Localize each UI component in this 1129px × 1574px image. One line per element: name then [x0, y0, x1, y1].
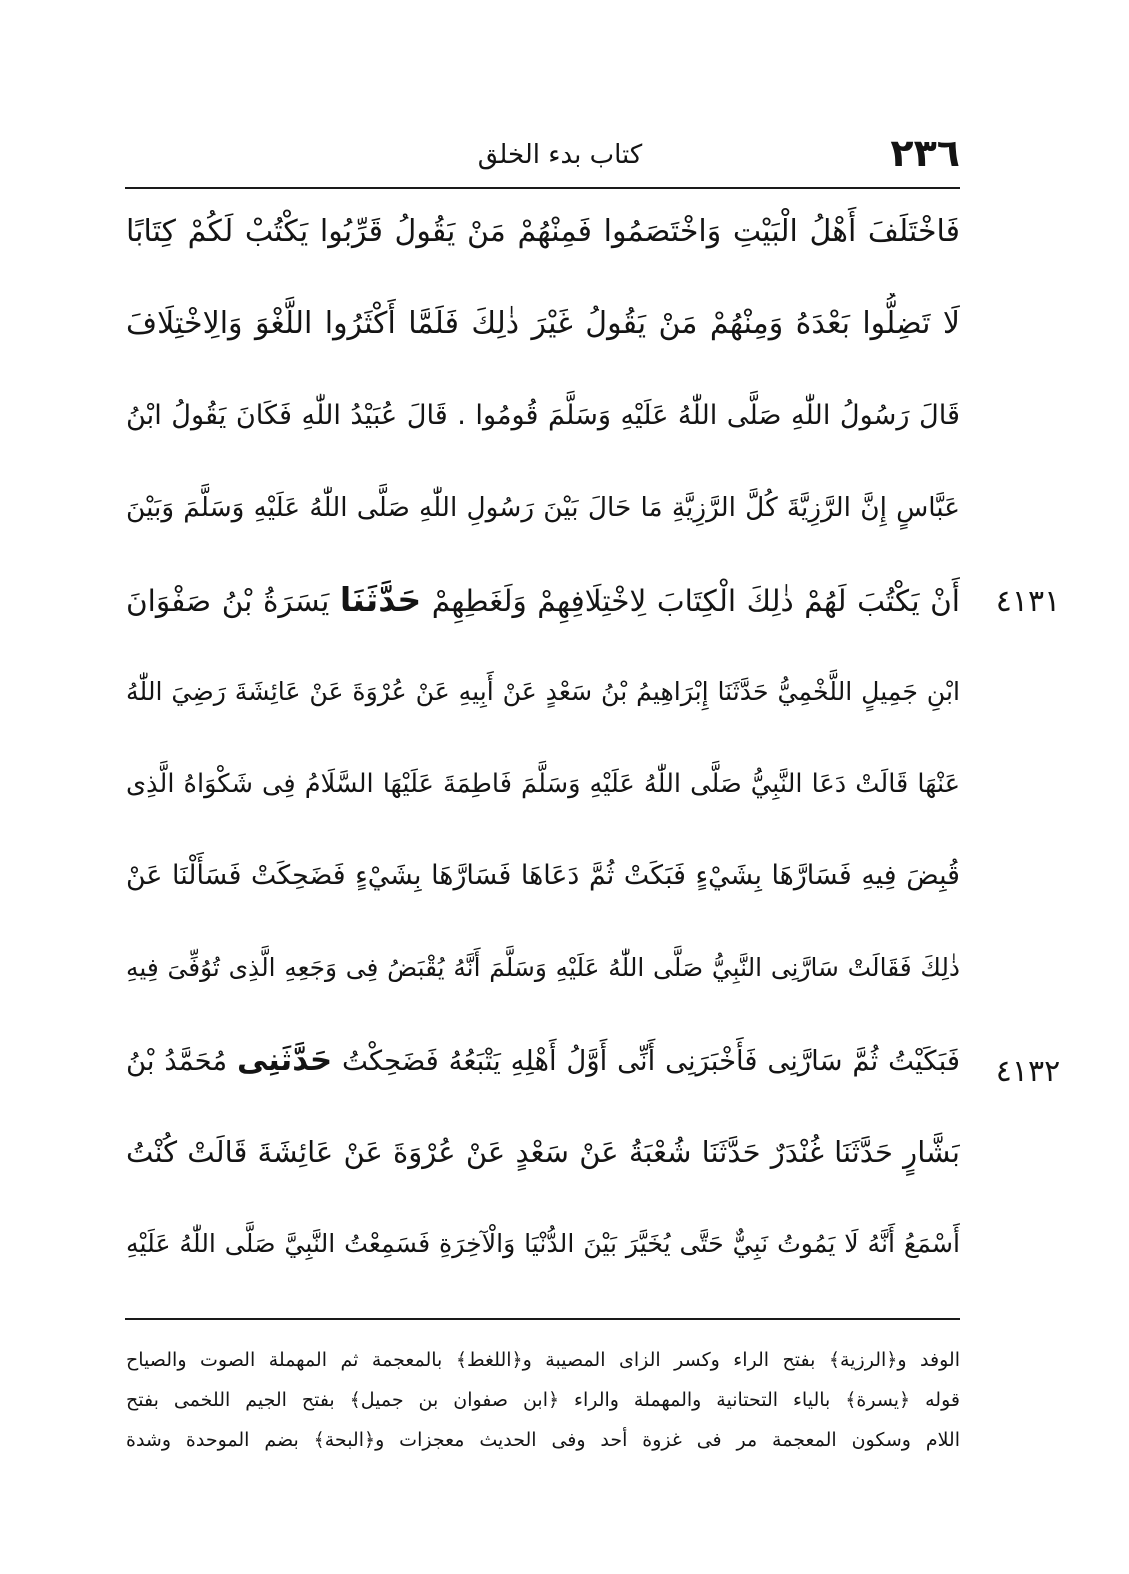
text-segment: فَاخْتَلَفَ أَهْلُ الْبَيْتِ وَاخْتَصَمُوا فَمِنْهُمْ مَنْ يَقُولُ قَرِّبُوا يَكْتُبْ لَكُمْ كِتَابًا — [126, 214, 960, 249]
text-line — [125, 937, 960, 999]
footnote-line — [125, 1421, 960, 1459]
text-segment: ذٰلِكَ فَقَالَتْ سَارَّنِى النَّبِيُّ صَلَّى اللّٰهُ عَلَيْهِ وَسَلَّمَ أَنَّهُ يُقْبَضُ فِى وَجَعِهِ الَّذِى تُوُفِّىَ فِيهِ — [126, 953, 960, 982]
text-segment: قَالَ رَسُولُ اللّٰهِ صَلَّى اللّٰهُ عَلَيْهِ وَسَلَّمَ قُومُوا . قَالَ عُبَيْدُ اللّٰهِ فَكَانَ يَقُولُ ابْنُ — [126, 400, 960, 431]
hadith-number: ٤١٣١ — [995, 584, 1061, 619]
running-title: كتاب بدء الخلق — [477, 140, 643, 170]
hadith-number: ٤١٣٢ — [995, 1054, 1061, 1089]
text-segment: ابْنِ جَمِيلٍ اللَّخْمِيُّ حَدَّثَنَا إِبْرَاهِيمُ بْنُ سَعْدٍ عَنْ أَبِيهِ عَنْ عُرْوَةَ عَنْ عَائِشَةَ رَضِيَ اللّٰهُ — [126, 677, 960, 706]
text-segment: عَنْهَا قَالَتْ دَعَا النَّبِيُّ صَلَّى اللّٰهُ عَلَيْهِ وَسَلَّمَ فَاطِمَةَ عَلَيْهَا السَّلَامُ فِى شَكْوَاهُ الَّذِى — [126, 769, 960, 799]
text-segment: لَا تَضِلُّوا بَعْدَهُ وَمِنْهُمْ مَنْ يَقُولُ غَيْرَ ذٰلِكَ فَلَمَّا أَكْثَرُوا اللَّغْوَ وَالِاخْتِلَافَ — [126, 306, 960, 341]
text-line — [125, 753, 960, 815]
text-segment: قُبِضَ فِيهِ فَسَارَّهَا بِشَيْءٍ فَبَكَتْ ثُمَّ دَعَاهَا فَسَارَّهَا بِشَيْءٍ فَضَحِكَتْ فَسَأَلْنَا عَنْ — [126, 860, 960, 891]
text-line — [125, 293, 960, 355]
text-segment: بَشَّارٍ حَدَّثَنَا غُنْدَرٌ حَدَّثَنَا شُعْبَةُ عَنْ سَعْدٍ عَنْ عُرْوَةَ عَنْ عَائِشَةَ قَالَتْ كُنْتُ — [126, 1135, 960, 1169]
footnote-text: قوله ﴿يسرة﴾ بالياء التحتانية والمهملة والراء ﴿ابن صفوان بن جميل﴾ بفتح الجيم اللخمى بفتح — [126, 1389, 960, 1411]
text-segment: مُحَمَّدُ بْنُ — [126, 1045, 228, 1077]
text-segment: أَنْ يَكْتُبَ لَهُمْ ذٰلِكَ الْكِتَابَ لِاخْتِلَافِهِمْ وَلَغَطِهِمْ — [431, 584, 960, 618]
page-number: ٢٣٦ — [890, 131, 960, 175]
text-line — [125, 201, 960, 263]
text-line — [125, 1029, 960, 1091]
text-line — [125, 1121, 960, 1183]
narration-marker: حَدَّثَنَا — [339, 580, 422, 619]
footnote-text: الوفد و﴿الرزية﴾ بفتح الراء وكسر الزاى المصيبة و﴿اللغط﴾ بالمعجمة ثم المهملة الصوت والصياح — [126, 1349, 960, 1371]
narration-marker: حَدَّثَنِى — [236, 1042, 333, 1078]
text-segment: يَسَرَةُ بْنُ صَفْوَانَ — [125, 584, 330, 618]
footnote-text: اللام وسكون المعجمة مر فى غزوة أحد وفى الحديث معجزات و﴿البحة﴾ بضم الموحدة وشدة — [126, 1429, 960, 1451]
text-line — [125, 845, 960, 907]
text-line — [125, 661, 960, 723]
footnote-divider — [125, 1318, 960, 1320]
text-segment: عَبَّاسٍ إِنَّ الرَّزِيَّةَ كُلَّ الرَّزِيَّةِ مَا حَالَ بَيْنَ رَسُولِ اللّٰهِ صَلَّى اللّٰهُ عَلَيْهِ وَسَلَّمَ وَبَيْنَ — [126, 493, 960, 523]
text-line — [125, 385, 960, 447]
text-line — [125, 569, 960, 631]
text-line — [125, 1213, 960, 1275]
footnote-line — [125, 1381, 960, 1419]
footnote-line — [125, 1341, 960, 1379]
text-line — [125, 477, 960, 539]
text-segment: أَسْمَعُ أَنَّهُ لَا يَمُوتُ نَبِيٌّ حَتَّى يُخَيَّرَ بَيْنَ الدُّنْيَا وَالْآخِرَةِ فَسَمِعْتُ النَّبِيَّ صَلَّى اللّٰهُ عَلَيْهِ — [126, 1229, 960, 1258]
text-segment: فَبَكَيْتُ ثُمَّ سَارَّنِى فَأَخْبَرَنِى أَنِّى أَوَّلُ أَهْلِهِ يَتْبَعُهُ فَضَحِكْتُ — [341, 1045, 960, 1077]
header-divider — [125, 187, 960, 189]
